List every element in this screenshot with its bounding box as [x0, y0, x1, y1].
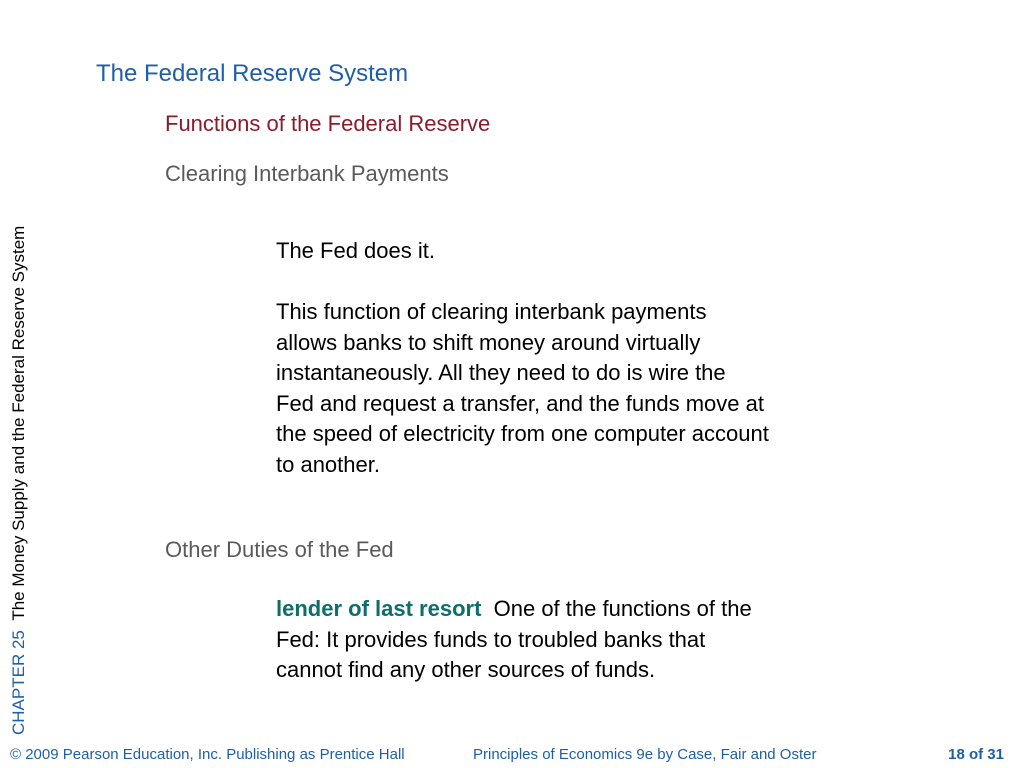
paragraph-line: to another. [276, 451, 380, 477]
definition-term: lender of last resort [276, 596, 482, 621]
chapter-title: The Money Supply and the Federal Reserve System [9, 225, 28, 621]
chapter-side-label [8, 226, 30, 735]
slide-footer [0, 742, 1024, 768]
section1-intro: The Fed does it. [276, 238, 435, 263]
page-number: 18 of 31 [948, 746, 1004, 763]
paragraph-line: instantaneously. All they need to do is wire the [276, 360, 726, 385]
slide-subtitle: Functions of the Federal Reserve [165, 111, 491, 136]
definition-line: cannot find any other sources of funds. [276, 657, 656, 682]
section-heading-clearing: Clearing Interbank Payments [165, 161, 449, 186]
definition-line: Fed: It provides funds to troubled banks that [276, 626, 706, 652]
paragraph-line: allows banks to shift money around virtually [276, 329, 701, 355]
copyright-notice: © 2009 Pearson Education, Inc. Publishing as Prentice Hall [10, 746, 405, 763]
paragraph-line: This function of clearing interbank payments [276, 299, 707, 324]
definition-text: One of the functions of the [493, 596, 752, 621]
chapter-number: CHAPTER 25 [9, 630, 28, 735]
slide-title: The Federal Reserve System [96, 60, 409, 87]
definition-line [276, 594, 752, 625]
definition-block [276, 594, 752, 686]
paragraph-line: the speed of electricity from one computer account [276, 421, 769, 446]
section1-paragraph [276, 297, 769, 480]
paragraph-line: Fed and request a transfer, and the funds move at [276, 390, 764, 416]
section-heading-other-duties: Other Duties of the Fed [165, 537, 394, 562]
book-citation: Principles of Economics 9e by Case, Fair and Oster [473, 746, 817, 763]
